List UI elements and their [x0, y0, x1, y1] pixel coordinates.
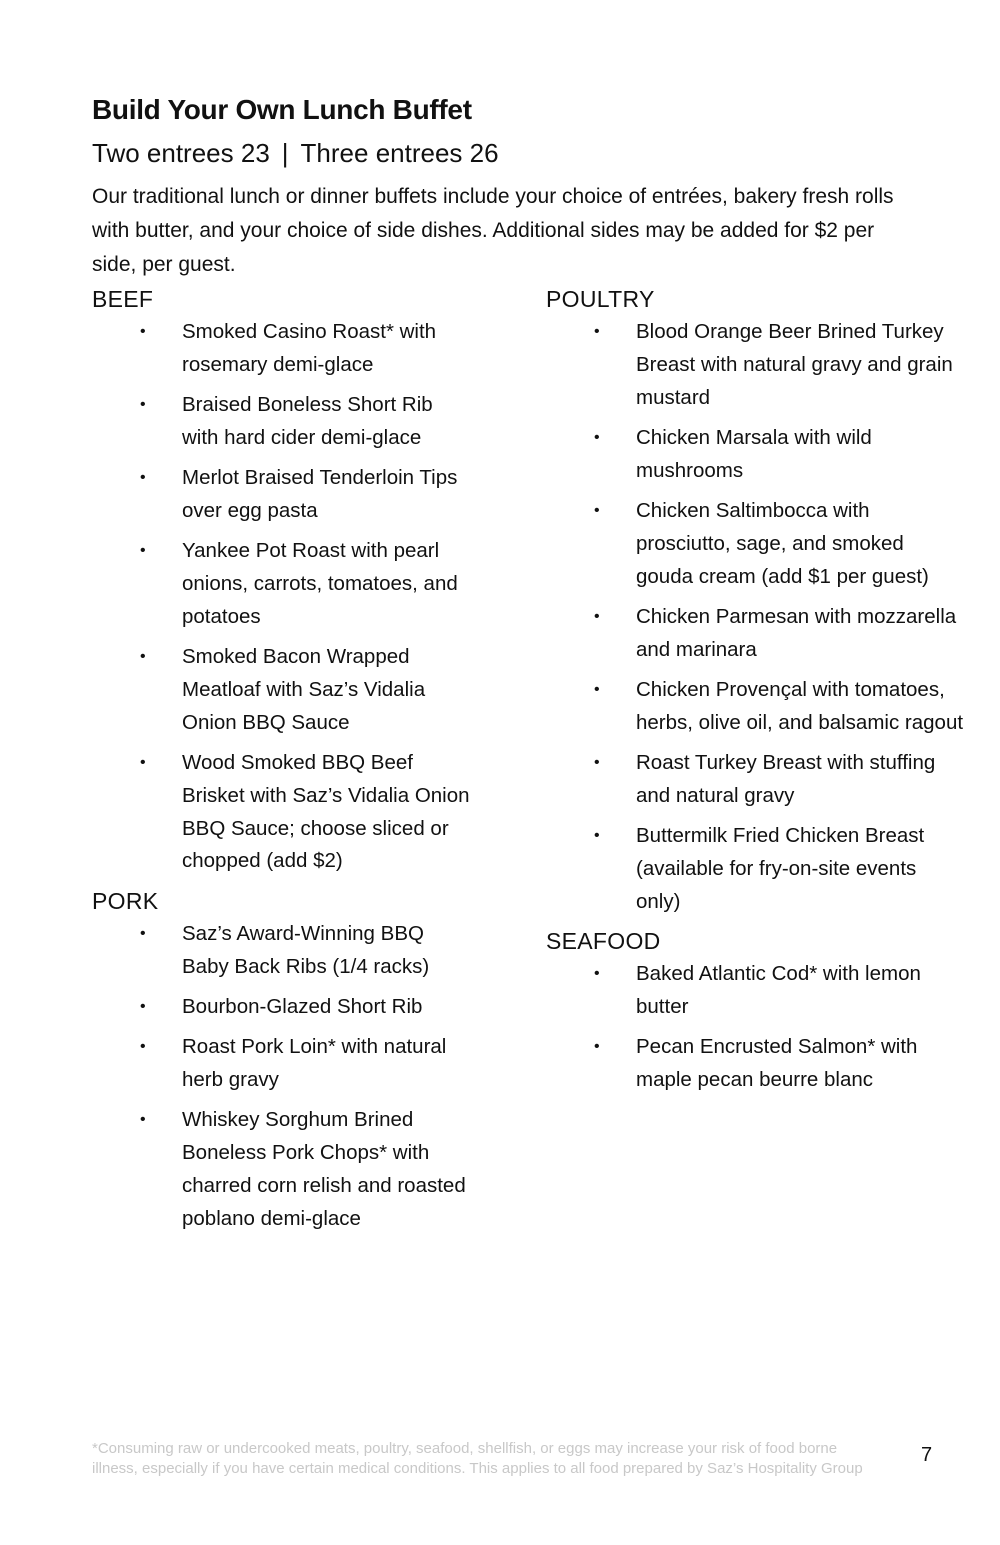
list-item [92, 535, 492, 633]
two-entrees-price: Two entrees 23 [92, 138, 270, 168]
bullet-icon: • [140, 648, 146, 666]
list-item [92, 918, 492, 984]
page-number: 7 [921, 1444, 933, 1466]
pricing-separator: | [281, 138, 289, 168]
bullet-icon: • [594, 754, 600, 772]
item-text: Bourbon-Glazed Short Rib [182, 994, 423, 1018]
list-item [92, 1031, 492, 1097]
bullet-icon: • [594, 501, 600, 519]
seafood-section [546, 926, 966, 1097]
pricing-line [92, 138, 499, 169]
list-item [546, 820, 966, 918]
item-text: Blood Orange Beer Brined Turkey Breast with natural gravy and grain mustard [636, 320, 953, 409]
pork-section [92, 886, 492, 1236]
intro-paragraph: Our traditional lunch or dinner buffets include your choice of entrées, bakery fresh rolls with butter, and your choice of side dishes. Additional sides may be added for $2 per side, per guest. [92, 185, 894, 276]
item-text: Roast Turkey Breast with stuffing and natural gravy [636, 751, 936, 807]
section-heading-pork: PORK [92, 887, 159, 914]
bullet-icon: • [594, 680, 600, 698]
item-text: Chicken Provençal with tomatoes, herbs, olive oil, and balsamic ragout [636, 677, 964, 734]
list-item [92, 316, 492, 382]
list-item [546, 495, 966, 593]
bullet-icon: • [140, 924, 146, 942]
item-text: Chicken Parmesan with mozzarella and marinara [636, 604, 957, 661]
section-heading-poultry: POULTRY [546, 286, 655, 312]
three-entrees-price: Three entrees 26 [300, 138, 499, 168]
item-text: Merlot Braised Tenderloin Tips over egg pasta [182, 466, 458, 522]
list-item [92, 991, 492, 1024]
item-text: Smoked Casino Roast* with rosemary demi-glace [182, 320, 437, 376]
bullet-icon: • [140, 469, 146, 487]
left-column [92, 284, 492, 1243]
list-item [92, 389, 492, 455]
bullet-icon: • [594, 1038, 600, 1056]
pork-list [92, 918, 492, 1236]
bullet-icon: • [140, 396, 146, 414]
section-heading-beef: BEEF [92, 286, 154, 312]
bullet-icon: • [140, 323, 146, 340]
list-item [546, 958, 966, 1024]
seafood-list [546, 958, 966, 1097]
bullet-icon: • [140, 997, 146, 1015]
list-item [546, 601, 966, 667]
item-text: Braised Boneless Short Rib with hard cider demi-glace [182, 393, 433, 449]
item-text: Buttermilk Fried Chicken Breast (available for fry-on-site events only) [636, 824, 925, 913]
item-text: Baked Atlantic Cod* with lemon butter [636, 962, 921, 1018]
item-text: Wood Smoked BBQ Beef Brisket with Saz’s Vidalia Onion BBQ Sauce; choose sliced or chopped (add $2) [182, 751, 470, 873]
bullet-icon: • [594, 428, 600, 446]
list-item [546, 316, 966, 414]
item-text: Saz’s Award-Winning BBQ Baby Back Ribs (1/4 racks) [182, 921, 430, 978]
footnote-disclaimer: *Consuming raw or undercooked meats, poultry, seafood, shellfish, or eggs may increase your risk of food borne illness, especially if you have certain medical conditions. This applies to all food prepared by Saz’s Hospitality Group [92, 1440, 863, 1477]
page-title: Build Your Own Lunch Buffet [92, 94, 472, 125]
bullet-icon: • [594, 827, 600, 845]
list-item [546, 674, 966, 740]
list-item [546, 422, 966, 488]
list-item [546, 747, 966, 813]
list-item [92, 641, 492, 739]
bullet-icon: • [594, 607, 600, 625]
bullet-icon: • [140, 1111, 146, 1129]
poultry-section [546, 284, 966, 919]
item-text: Chicken Saltimbocca with prosciutto, sage, and smoked gouda cream (add $1 per guest) [636, 498, 929, 588]
poultry-list [546, 316, 966, 919]
bullet-icon: • [140, 754, 146, 772]
list-item [546, 1031, 966, 1097]
item-text: Chicken Marsala with wild mushrooms [636, 425, 872, 482]
item-text: Roast Pork Loin* with natural herb gravy [182, 1035, 447, 1091]
bullet-icon: • [140, 1038, 146, 1056]
item-text: Yankee Pot Roast with pearl onions, carrots, tomatoes, and potatoes [182, 539, 458, 628]
beef-section [92, 284, 492, 878]
list-item [92, 462, 492, 528]
item-text: Pecan Encrusted Salmon* with maple pecan beurre blanc [636, 1035, 918, 1091]
item-text: Whiskey Sorghum Brined Boneless Pork Chops* with charred corn relish and roasted poblano demi-glace [182, 1108, 466, 1230]
right-column [546, 284, 966, 1104]
list-item [92, 747, 492, 878]
beef-list [92, 316, 492, 878]
bullet-icon: • [594, 965, 600, 983]
item-text: Smoked Bacon Wrapped Meatloaf with Saz’s Vidalia Onion BBQ Sauce [182, 645, 426, 734]
bullet-icon: • [594, 323, 600, 340]
section-heading-seafood: SEAFOOD [546, 928, 661, 955]
bullet-icon: • [140, 542, 146, 560]
list-item [92, 1104, 492, 1235]
